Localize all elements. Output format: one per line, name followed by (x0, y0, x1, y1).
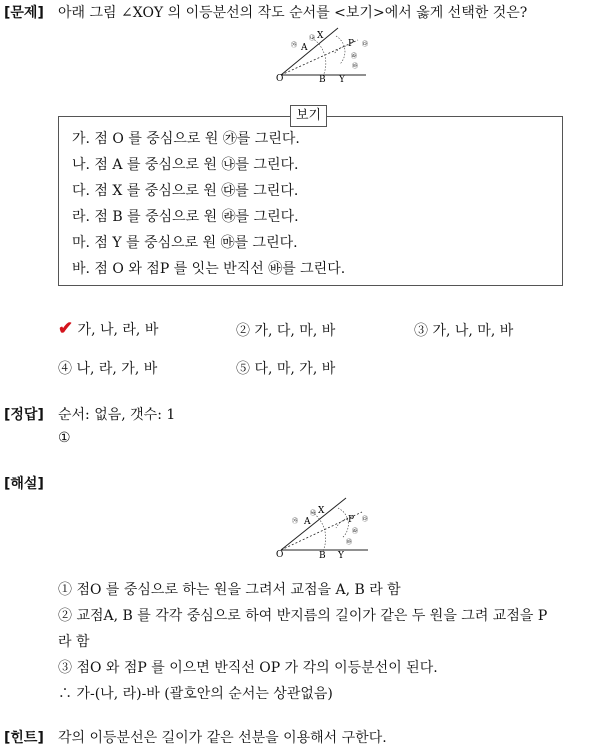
mark-4-2: ㉱ (352, 528, 359, 535)
bogi-item-4: 라. 점 B 를 중심으로 원 ㉱를 그린다. (72, 209, 299, 225)
option-1[interactable] (58, 318, 158, 339)
option-1-text: 가, 나, 라, 바 (77, 322, 159, 338)
check-icon: ✔ (58, 318, 74, 339)
bogi-title: 보기 (290, 105, 327, 127)
label-X-2: X (318, 506, 325, 516)
option-4[interactable] (58, 358, 157, 378)
option-5-mark: ⑤ (236, 361, 250, 377)
label-Y-2: Y (338, 551, 344, 560)
answer-text: 순서: 없음, 갯수: 1 (58, 407, 176, 423)
option-2-mark: ② (236, 323, 250, 339)
mark-2: ㉯ (309, 35, 316, 42)
mark-5: ㉲ (352, 63, 359, 70)
option-3-mark: ③ (414, 323, 428, 339)
bogi-item-1: 가. 점 O 를 중심으로 원 ㉮를 그린다. (72, 131, 300, 147)
answer-label: [정답] (4, 407, 44, 423)
explanation-line-1: ① 점O 를 중심으로 하는 원을 그려서 교점을 A, B 라 함 (58, 582, 401, 598)
option-5-text: 다, 마, 가, 바 (254, 361, 336, 377)
option-4-mark: ④ (58, 361, 72, 377)
option-5[interactable] (236, 358, 335, 378)
bogi-item-3: 다. 점 X 를 중심으로 원 ㉰를 그린다. (72, 183, 299, 199)
hint-label: [힌트] (4, 730, 44, 746)
bogi-item-5: 마. 점 Y 를 중심으로 원 ㉲를 그린다. (72, 235, 298, 251)
explanation-line-2: ② 교점A, B 를 각각 중심으로 하여 반지름의 길이가 같은 두 원을 그려 교점을 P (58, 608, 548, 624)
angle-figure-top (276, 24, 376, 84)
mark-1: ㉮ (291, 42, 298, 49)
label-A: A (301, 43, 308, 53)
mark-2-2: ㉯ (310, 510, 317, 517)
label-A-2: A (304, 517, 311, 527)
option-2-text: 가, 다, 마, 바 (254, 323, 336, 339)
bogi-item-2: 나. 점 A 를 중심으로 원 ㉯를 그린다. (72, 157, 299, 173)
option-4-text: 나, 라, 가, 바 (76, 361, 158, 377)
explanation-line-3: 라 함 (58, 634, 90, 650)
angle-figure-explanation (276, 494, 372, 560)
hint-text: 각의 이등분선은 길이가 같은 선분을 이용해서 구한다. (58, 730, 387, 746)
label-O: O (276, 74, 284, 84)
mark-4: ㉱ (351, 53, 358, 60)
label-B-2: B (319, 551, 326, 560)
explanation-line-4: ③ 점O 와 점P 를 이으면 반직선 OP 가 각의 이등분선이 된다. (58, 660, 438, 676)
label-O-2: O (276, 550, 284, 560)
question-label: [문제] (4, 5, 44, 21)
label-P: P (348, 39, 355, 49)
question-text: 아래 그림 ∠XOY 의 이등분선의 작도 순서를 <보기>에서 옳게 선택한 것은? (58, 5, 528, 21)
mark-5-2: ㉲ (346, 539, 353, 546)
bogi-item-6: 바. 점 O 와 점P 를 잇는 반직선 ㉳를 그린다. (72, 261, 346, 277)
option-3[interactable] (414, 320, 513, 340)
label-Y: Y (339, 75, 345, 84)
mark-3: ㉰ (362, 41, 369, 48)
option-3-text: 가, 나, 마, 바 (432, 323, 514, 339)
label-B: B (319, 75, 326, 84)
option-2[interactable] (236, 320, 335, 340)
explanation-line-5: ∴ 가-(나, 라)-바 (괄호안의 순서는 상관없음) (58, 686, 333, 702)
label-X: X (317, 31, 324, 41)
answer-value: ① (58, 430, 71, 446)
mark-3-2: ㉰ (362, 516, 369, 523)
explanation-label: [해설] (4, 476, 44, 492)
label-P-2: P (348, 515, 355, 525)
mark-1-2: ㉮ (292, 518, 299, 525)
